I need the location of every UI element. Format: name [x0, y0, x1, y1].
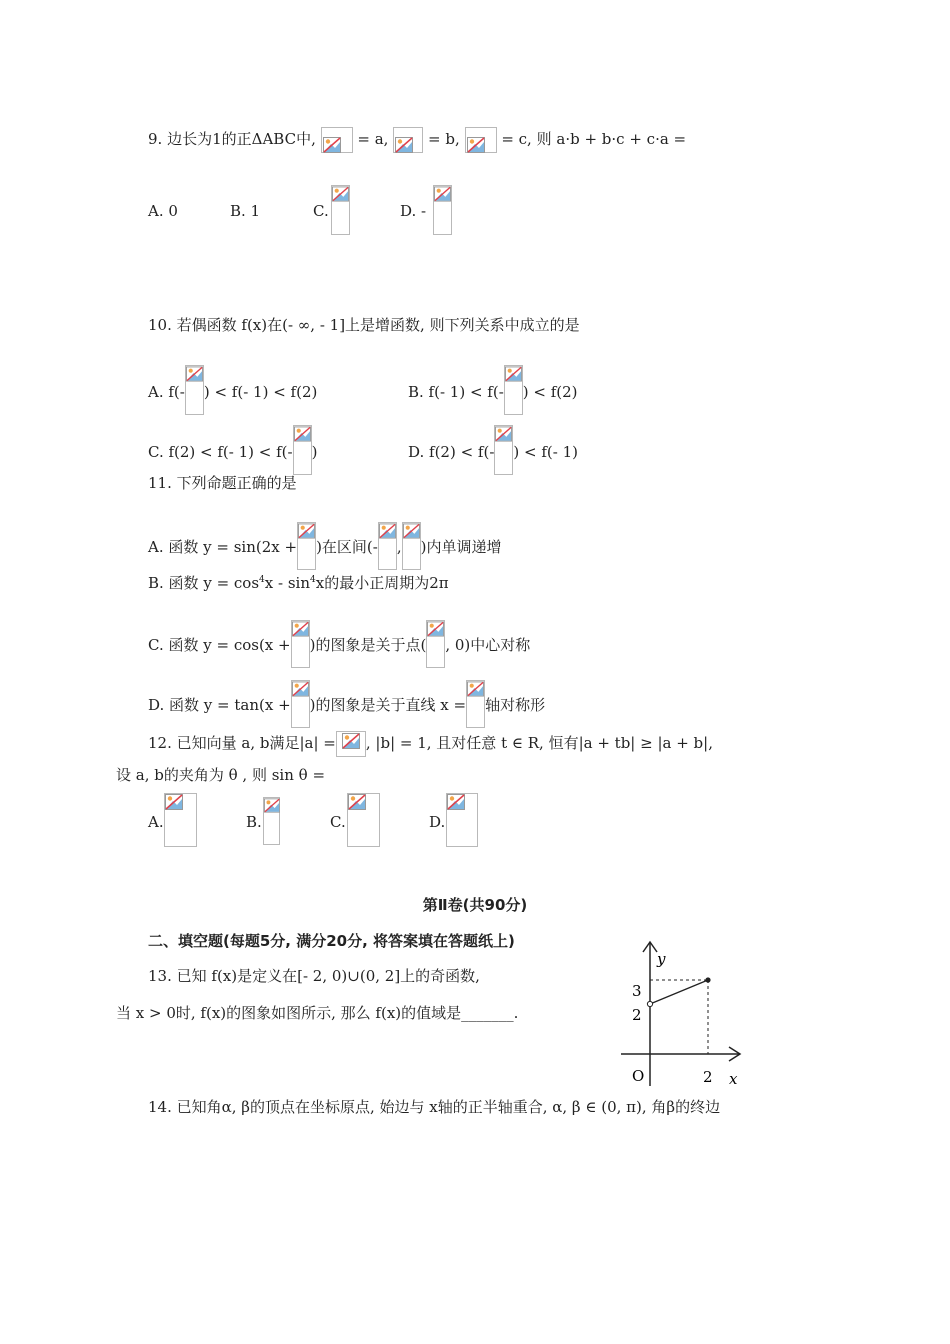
function-segment — [650, 980, 708, 1004]
broken-image-icon — [336, 731, 366, 757]
broken-image-icon — [504, 365, 523, 415]
broken-image-icon — [291, 620, 310, 668]
q12-option-a: A. — [148, 813, 164, 831]
q14-line1: 14. 已知角α, β的顶点在坐标原点, 始边与 x轴的正半轴重合, α, β ∈ (0, π), 角β的终边 — [148, 1098, 721, 1116]
q12-option-c: C. — [330, 813, 346, 831]
q10-option-d: D. f(2) < f(- ) < f(- 1) — [408, 425, 578, 475]
q9-eq-c: = c, — [501, 130, 532, 148]
q11-option-a: A. 函数 y = sin(2x + )在区间(- , )内单调递增 — [148, 522, 502, 570]
y-axis-label: y — [657, 950, 666, 968]
broken-image-icon — [402, 522, 421, 570]
q12-stem: 12. 已知向量 a, b满足|a| = , |b| = 1, 且对任意 t ∈ R, 恒有|a + tb| ≥ |a + b|, — [148, 731, 713, 757]
q9-stem-prefix: 9. 边长为1的正ΔABC中, — [148, 130, 316, 148]
q10-stem: 10. 若偶函数 f(x)在(- ∞, - 1]上是增函数, 则下列关系中成立的是 — [148, 316, 580, 334]
q9-option-c — [313, 201, 329, 221]
broken-image-icon — [466, 680, 485, 728]
broken-image-icon — [164, 793, 197, 847]
broken-image-icon — [378, 522, 397, 570]
broken-image-icon — [321, 127, 353, 153]
origin-label: O — [632, 1067, 645, 1085]
q11-stem: 11. 下列命题正确的是 — [148, 474, 297, 492]
function-graph — [615, 938, 750, 1090]
broken-image-icon — [331, 185, 350, 235]
q12-option-b: B. — [246, 813, 262, 831]
q9-option-d-label: D. - — [400, 202, 427, 220]
q9-option-b: B. 1 — [230, 202, 261, 220]
q12-option-d: D. — [429, 813, 446, 831]
q10-option-a: A. f(- ) < f(- 1) < f(2) — [148, 365, 317, 415]
broken-image-icon — [185, 365, 204, 415]
q13-line2: 当 x > 0时, f(x)的图象如图所示, 那么 f(x)的值域是_______. — [116, 1004, 519, 1022]
section-title: 第Ⅱ卷(共90分) — [422, 896, 528, 914]
broken-image-icon — [465, 127, 497, 153]
open-endpoint — [647, 1001, 652, 1006]
closed-endpoint — [705, 977, 710, 982]
q11-option-c: C. 函数 y = cos(x + )的图象是关于点( , 0)中心对称 — [148, 620, 530, 668]
broken-image-icon — [446, 793, 478, 847]
q12-line2: 设 a, b的夹角为 θ , 则 sin θ = — [116, 766, 326, 784]
q10-option-b: B. f(- 1) < f(- ) < f(2) — [408, 365, 578, 415]
tick-label-3: 3 — [632, 982, 642, 1000]
tick-label-x2: 2 — [703, 1068, 713, 1086]
q11-option-b: B. 函数 $y = \cos^4x - \sin^4x$的最小正周期为2π — [148, 574, 449, 592]
q9-option-a: A. 0 — [148, 202, 178, 220]
x-axis-label: x — [729, 1070, 738, 1088]
q13-line1: 13. 已知 f(x)是定义在[- 2, 0)∪(0, 2]上的奇函数, — [148, 967, 480, 985]
section-subtitle: 二、填空题(每题5分, 满分20分, 将答案填在答题纸上) — [148, 932, 515, 950]
broken-image-icon — [347, 793, 380, 847]
tick-label-2: 2 — [632, 1006, 642, 1024]
q9-eq-b: = b, — [428, 130, 460, 148]
q10-option-c: C. f(2) < f(- 1) < f(- ) — [148, 425, 317, 475]
broken-image-icon — [433, 185, 452, 235]
q11-option-d: D. 函数 y = tan(x + )的图象是关于直线 x = 轴对称形 — [148, 680, 545, 728]
q9-option-c-label: C. — [313, 202, 329, 220]
broken-image-icon — [291, 680, 310, 728]
broken-image-icon — [297, 522, 316, 570]
broken-image-icon — [293, 425, 312, 475]
q9-stem — [148, 127, 686, 153]
q9-eq-a: = a, — [357, 130, 389, 148]
q9-option-d — [400, 201, 426, 221]
broken-image-icon — [263, 797, 280, 845]
broken-image-icon — [494, 425, 513, 475]
q9-stem-suffix: 则 a·b + b·c + c·a = — [536, 130, 687, 148]
broken-image-icon — [426, 620, 445, 668]
broken-image-icon — [393, 127, 423, 153]
